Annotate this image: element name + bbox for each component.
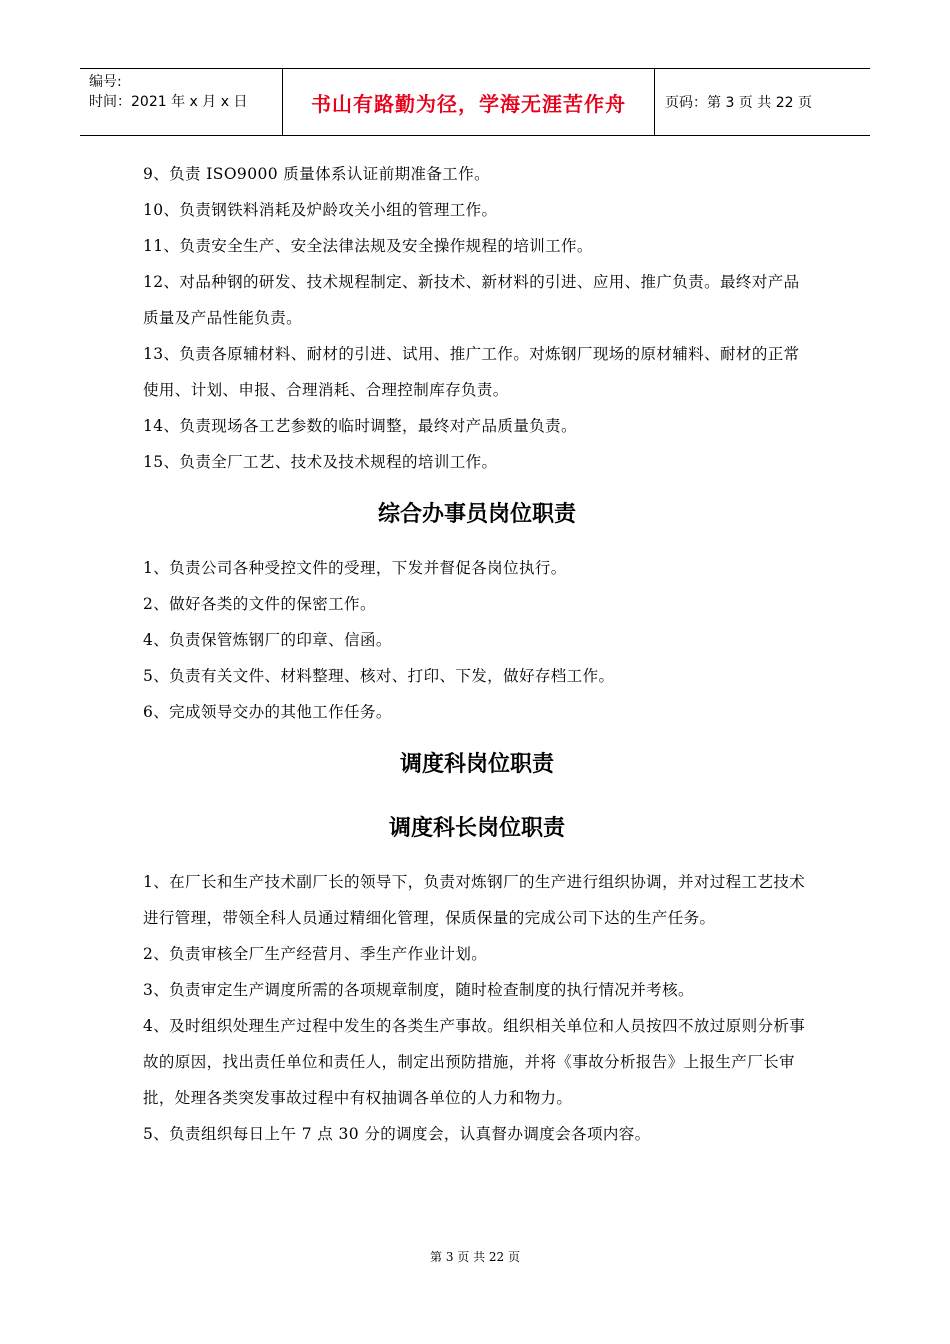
section-title-office-clerk: 综合办事员岗位职责 bbox=[377, 502, 576, 527]
section-title-dispatch-chief: 调度科长岗位职责 bbox=[388, 816, 565, 841]
list-item: 2、做好各类的文件的保密工作。 bbox=[143, 595, 376, 613]
list-item: 5、负责组织每日上午 7 点 30 分的调度会，认真督办调度会各项内容。 bbox=[143, 1125, 651, 1143]
list-item: 1、负责公司各种受控文件的受理，下发并督促各岗位执行。 bbox=[143, 559, 567, 577]
header-meta bbox=[80, 69, 283, 135]
document-body bbox=[143, 156, 811, 1152]
dispatch-chief-responsibilities bbox=[143, 864, 811, 1152]
list-item: 4、及时组织处理生产过程中发生的各类生产事故。组织相关单位和人员按四不放过原则分析事故的原因，找出责任单位和责任人，制定出预防措施，并将《事故分析报告》上报生产厂长审批，处理各类突发事故过程中有权抽调各单位的人力和物力。 bbox=[143, 1017, 806, 1107]
header-motto: 书山有路勤为径，学海无涯苦作舟 bbox=[283, 69, 655, 135]
list-item: 5、负责有关文件、材料整理、核对、打印、下发，做好存档工作。 bbox=[143, 667, 615, 685]
list-item: 2、负责审核全厂生产经营月、季生产作业计划。 bbox=[143, 945, 488, 963]
list-item: 1、在厂长和生产技术副厂长的领导下，负责对炼钢厂的生产进行组织协调，并对过程工艺技术进行管理，带领全科人员通过精细化管理，保质保量的完成公司下达的生产任务。 bbox=[143, 873, 806, 927]
document-time-label: 时间：2021 年 x 月 x 日 bbox=[89, 94, 248, 110]
office-clerk-responsibilities bbox=[143, 550, 811, 730]
page-header bbox=[80, 68, 870, 136]
list-item: 13、负责各原辅材料、耐材的引进、试用、推广工作。对炼钢厂现场的原材辅料、耐材的正常使用、计划、申报、合理消耗、合理控制库存负责。 bbox=[143, 345, 800, 399]
responsibilities-list-continued bbox=[143, 156, 811, 480]
section-title-dispatch: 调度科岗位职责 bbox=[399, 752, 554, 777]
document-number-label: 编号: bbox=[89, 74, 122, 90]
list-item: 11、负责安全生产、安全法律法规及安全操作规程的培训工作。 bbox=[143, 237, 593, 255]
list-item: 15、负责全厂工艺、技术及技术规程的培训工作。 bbox=[143, 453, 498, 471]
list-item: 12、对品种钢的研发、技术规程制定、新技术、新材料的引进、应用、推广负责。最终对产品质量及产品性能负责。 bbox=[143, 273, 800, 327]
list-item: 3、负责审定生产调度所需的各项规章制度，随时检查制度的执行情况并考核。 bbox=[143, 981, 694, 999]
list-item: 6、完成领导交办的其他工作任务。 bbox=[143, 703, 392, 721]
list-item: 9、负责 ISO9000 质量体系认证前期准备工作。 bbox=[143, 165, 491, 183]
list-item: 4、负责保管炼钢厂的印章、信函。 bbox=[143, 631, 392, 649]
list-item: 10、负责钢铁料消耗及炉龄攻关小组的管理工作。 bbox=[143, 201, 498, 219]
list-item: 14、负责现场各工艺参数的临时调整，最终对产品质量负责。 bbox=[143, 417, 577, 435]
page-footer: 第 3 页 共 22 页 bbox=[430, 1250, 520, 1264]
header-page-info: 页码：第 3 页 共 22 页 bbox=[665, 95, 812, 111]
